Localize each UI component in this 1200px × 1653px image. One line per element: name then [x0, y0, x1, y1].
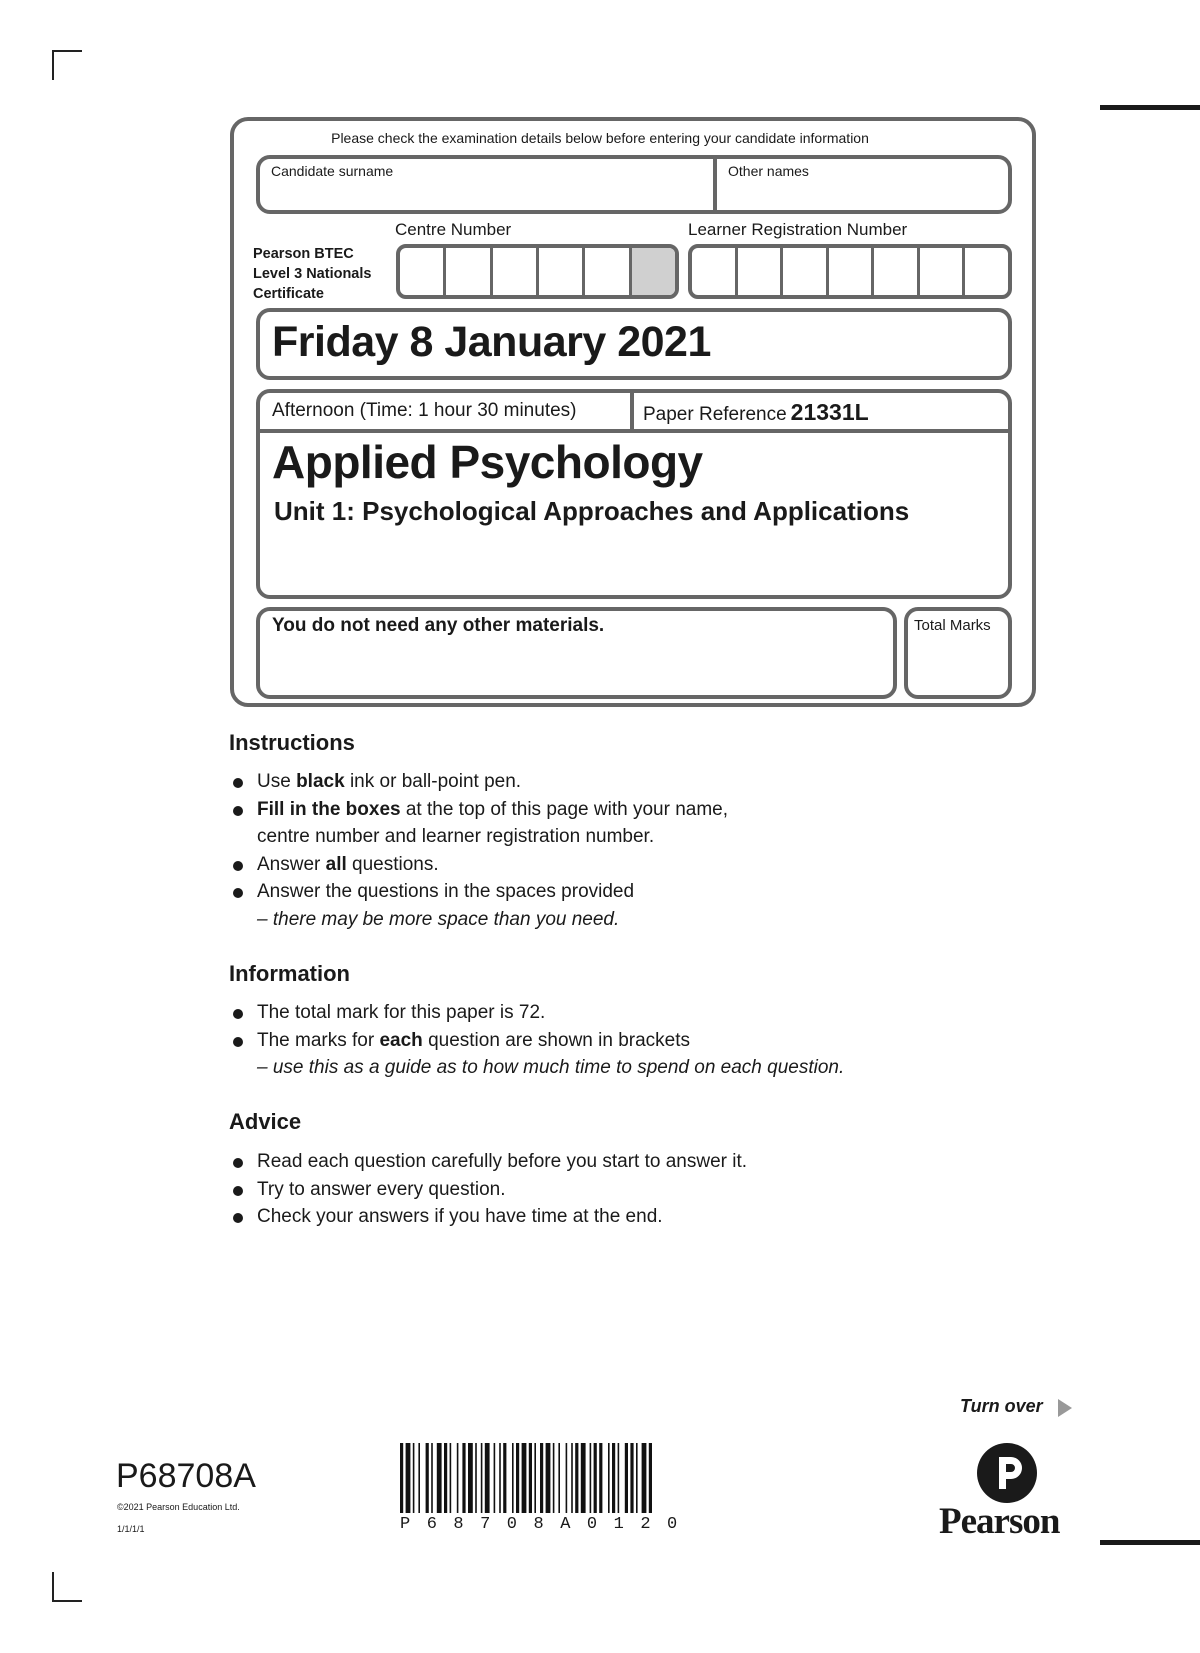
- other-names-field[interactable]: [720, 180, 1008, 210]
- item-text: Answer the questions in the spaces provided: [257, 881, 635, 902]
- bullet-icon: [233, 861, 243, 871]
- paper-details-divider: [258, 429, 1010, 433]
- crop-mark-top-left: [52, 50, 82, 80]
- candidate-surname-field[interactable]: [262, 180, 710, 210]
- barcode-icon: [400, 1443, 800, 1518]
- learner-registration-cell[interactable]: [874, 248, 920, 295]
- turn-over-label: Turn over: [960, 1396, 1043, 1416]
- name-box-divider: [713, 157, 717, 212]
- information-heading: Information: [229, 961, 350, 986]
- qualification-line: Certificate: [253, 286, 324, 302]
- unit-title: Unit 1: Psychological Approaches and Applications: [274, 496, 910, 526]
- centre-number-cell[interactable]: [585, 248, 631, 295]
- crop-mark-bottom-left: [52, 1572, 82, 1602]
- copyright-text: ©2021 Pearson Education Ltd.: [117, 1502, 240, 1512]
- learner-registration-cell[interactable]: [965, 248, 1008, 295]
- list-item: [229, 768, 728, 796]
- barcode-text: P68708A0120: [400, 1515, 694, 1534]
- paper-reference-code: 21331L: [790, 399, 869, 425]
- bullet-icon: [233, 1009, 243, 1019]
- learner-registration-cell[interactable]: [920, 248, 966, 295]
- bullet-icon: [233, 1158, 243, 1168]
- item-text: questions.: [346, 853, 439, 875]
- learner-registration-cell[interactable]: [829, 248, 875, 295]
- instructions-list: [229, 768, 728, 933]
- advice-heading: Advice: [229, 1109, 302, 1134]
- edge-bar-bottom: [1100, 1540, 1200, 1545]
- paper-reference-label: Paper Reference: [643, 404, 787, 425]
- qualification-title: [253, 244, 371, 304]
- item-text: Check your answers if you have time at the end.: [257, 1206, 663, 1227]
- item-text: Use: [257, 771, 297, 792]
- list-item: [229, 796, 728, 851]
- centre-number-label: Centre Number: [395, 220, 512, 239]
- item-text: question are shown in brackets: [422, 1029, 691, 1051]
- item-bold-text: black: [296, 771, 345, 792]
- item-text: Read each question carefully before you start to answer it.: [257, 1151, 748, 1172]
- list-item: [229, 1027, 844, 1082]
- learner-registration-boxes[interactable]: [688, 244, 1012, 299]
- bullet-icon: [233, 1213, 243, 1223]
- materials-note: You do not need any other materials.: [272, 615, 605, 636]
- bullet-icon: [233, 1037, 243, 1047]
- advice-list: [229, 1148, 747, 1231]
- information-list: [229, 999, 844, 1082]
- session-divider: [630, 391, 634, 431]
- bullet-icon: [233, 806, 243, 816]
- list-item: [229, 1176, 747, 1204]
- learner-registration-cell[interactable]: [738, 248, 784, 295]
- candidate-surname-label: Candidate surname: [271, 163, 394, 179]
- item-text: The marks for: [257, 1029, 380, 1051]
- item-text: at the top of this page with your name,: [400, 798, 728, 820]
- item-bold-text: each: [379, 1029, 423, 1051]
- centre-number-cell[interactable]: [493, 248, 539, 295]
- paper-reference: [643, 399, 869, 426]
- item-bold-text: Fill in the boxes: [257, 798, 401, 820]
- learner-registration-label: Learner Registration Number: [688, 220, 908, 239]
- check-details-note: Please check the examination details below before entering your candidate information: [331, 130, 869, 146]
- item-continuation: – use this as a guide as to how much time to spend on each question.: [257, 1057, 845, 1078]
- instructions-heading: Instructions: [229, 730, 355, 755]
- item-text: ink or ball-point pen.: [344, 771, 522, 792]
- pearson-wordmark: Pearson: [939, 1501, 1060, 1542]
- turn-over-arrow-icon: [1058, 1399, 1072, 1417]
- bullet-icon: [233, 1186, 243, 1196]
- edge-bar-top: [1100, 105, 1200, 110]
- item-text: Try to answer every question.: [257, 1178, 506, 1200]
- centre-number-cell[interactable]: [446, 248, 492, 295]
- item-bold-text: all: [325, 853, 347, 875]
- learner-registration-cell[interactable]: [783, 248, 829, 295]
- qualification-line: Pearson BTEC: [253, 246, 354, 262]
- list-item: [229, 999, 844, 1027]
- other-names-label: Other names: [728, 163, 809, 179]
- exam-session: Afternoon (Time: 1 hour 30 minutes): [272, 400, 577, 421]
- pearson-logo-icon: [977, 1443, 1037, 1503]
- version-text: 1/1/1/1: [117, 1524, 145, 1534]
- list-item: [229, 851, 728, 879]
- centre-number-cell[interactable]: [400, 248, 446, 295]
- exam-date: Friday 8 January 2021: [272, 318, 711, 366]
- list-item: [229, 878, 728, 933]
- qualification-line: Level 3 Nationals: [253, 266, 372, 282]
- total-marks-label: Total Marks: [914, 617, 991, 634]
- item-text: The total mark for this paper is 72.: [257, 1002, 546, 1023]
- list-item: [229, 1148, 747, 1176]
- bullet-icon: [233, 778, 243, 788]
- item-continuation: centre number and learner registration number.: [257, 826, 655, 847]
- centre-number-boxes[interactable]: [396, 244, 679, 299]
- bullet-icon: [233, 888, 243, 898]
- learner-registration-cell[interactable]: [692, 248, 738, 295]
- pearson-p-icon: [977, 1443, 1037, 1503]
- paper-code: P68708A: [116, 1457, 256, 1495]
- centre-number-cell-shaded: [632, 248, 675, 295]
- item-text: Answer: [257, 853, 326, 875]
- list-item: [229, 1203, 747, 1231]
- item-continuation: – there may be more space than you need.: [257, 908, 620, 930]
- centre-number-cell[interactable]: [539, 248, 585, 295]
- subject-title: Applied Psychology: [272, 436, 703, 488]
